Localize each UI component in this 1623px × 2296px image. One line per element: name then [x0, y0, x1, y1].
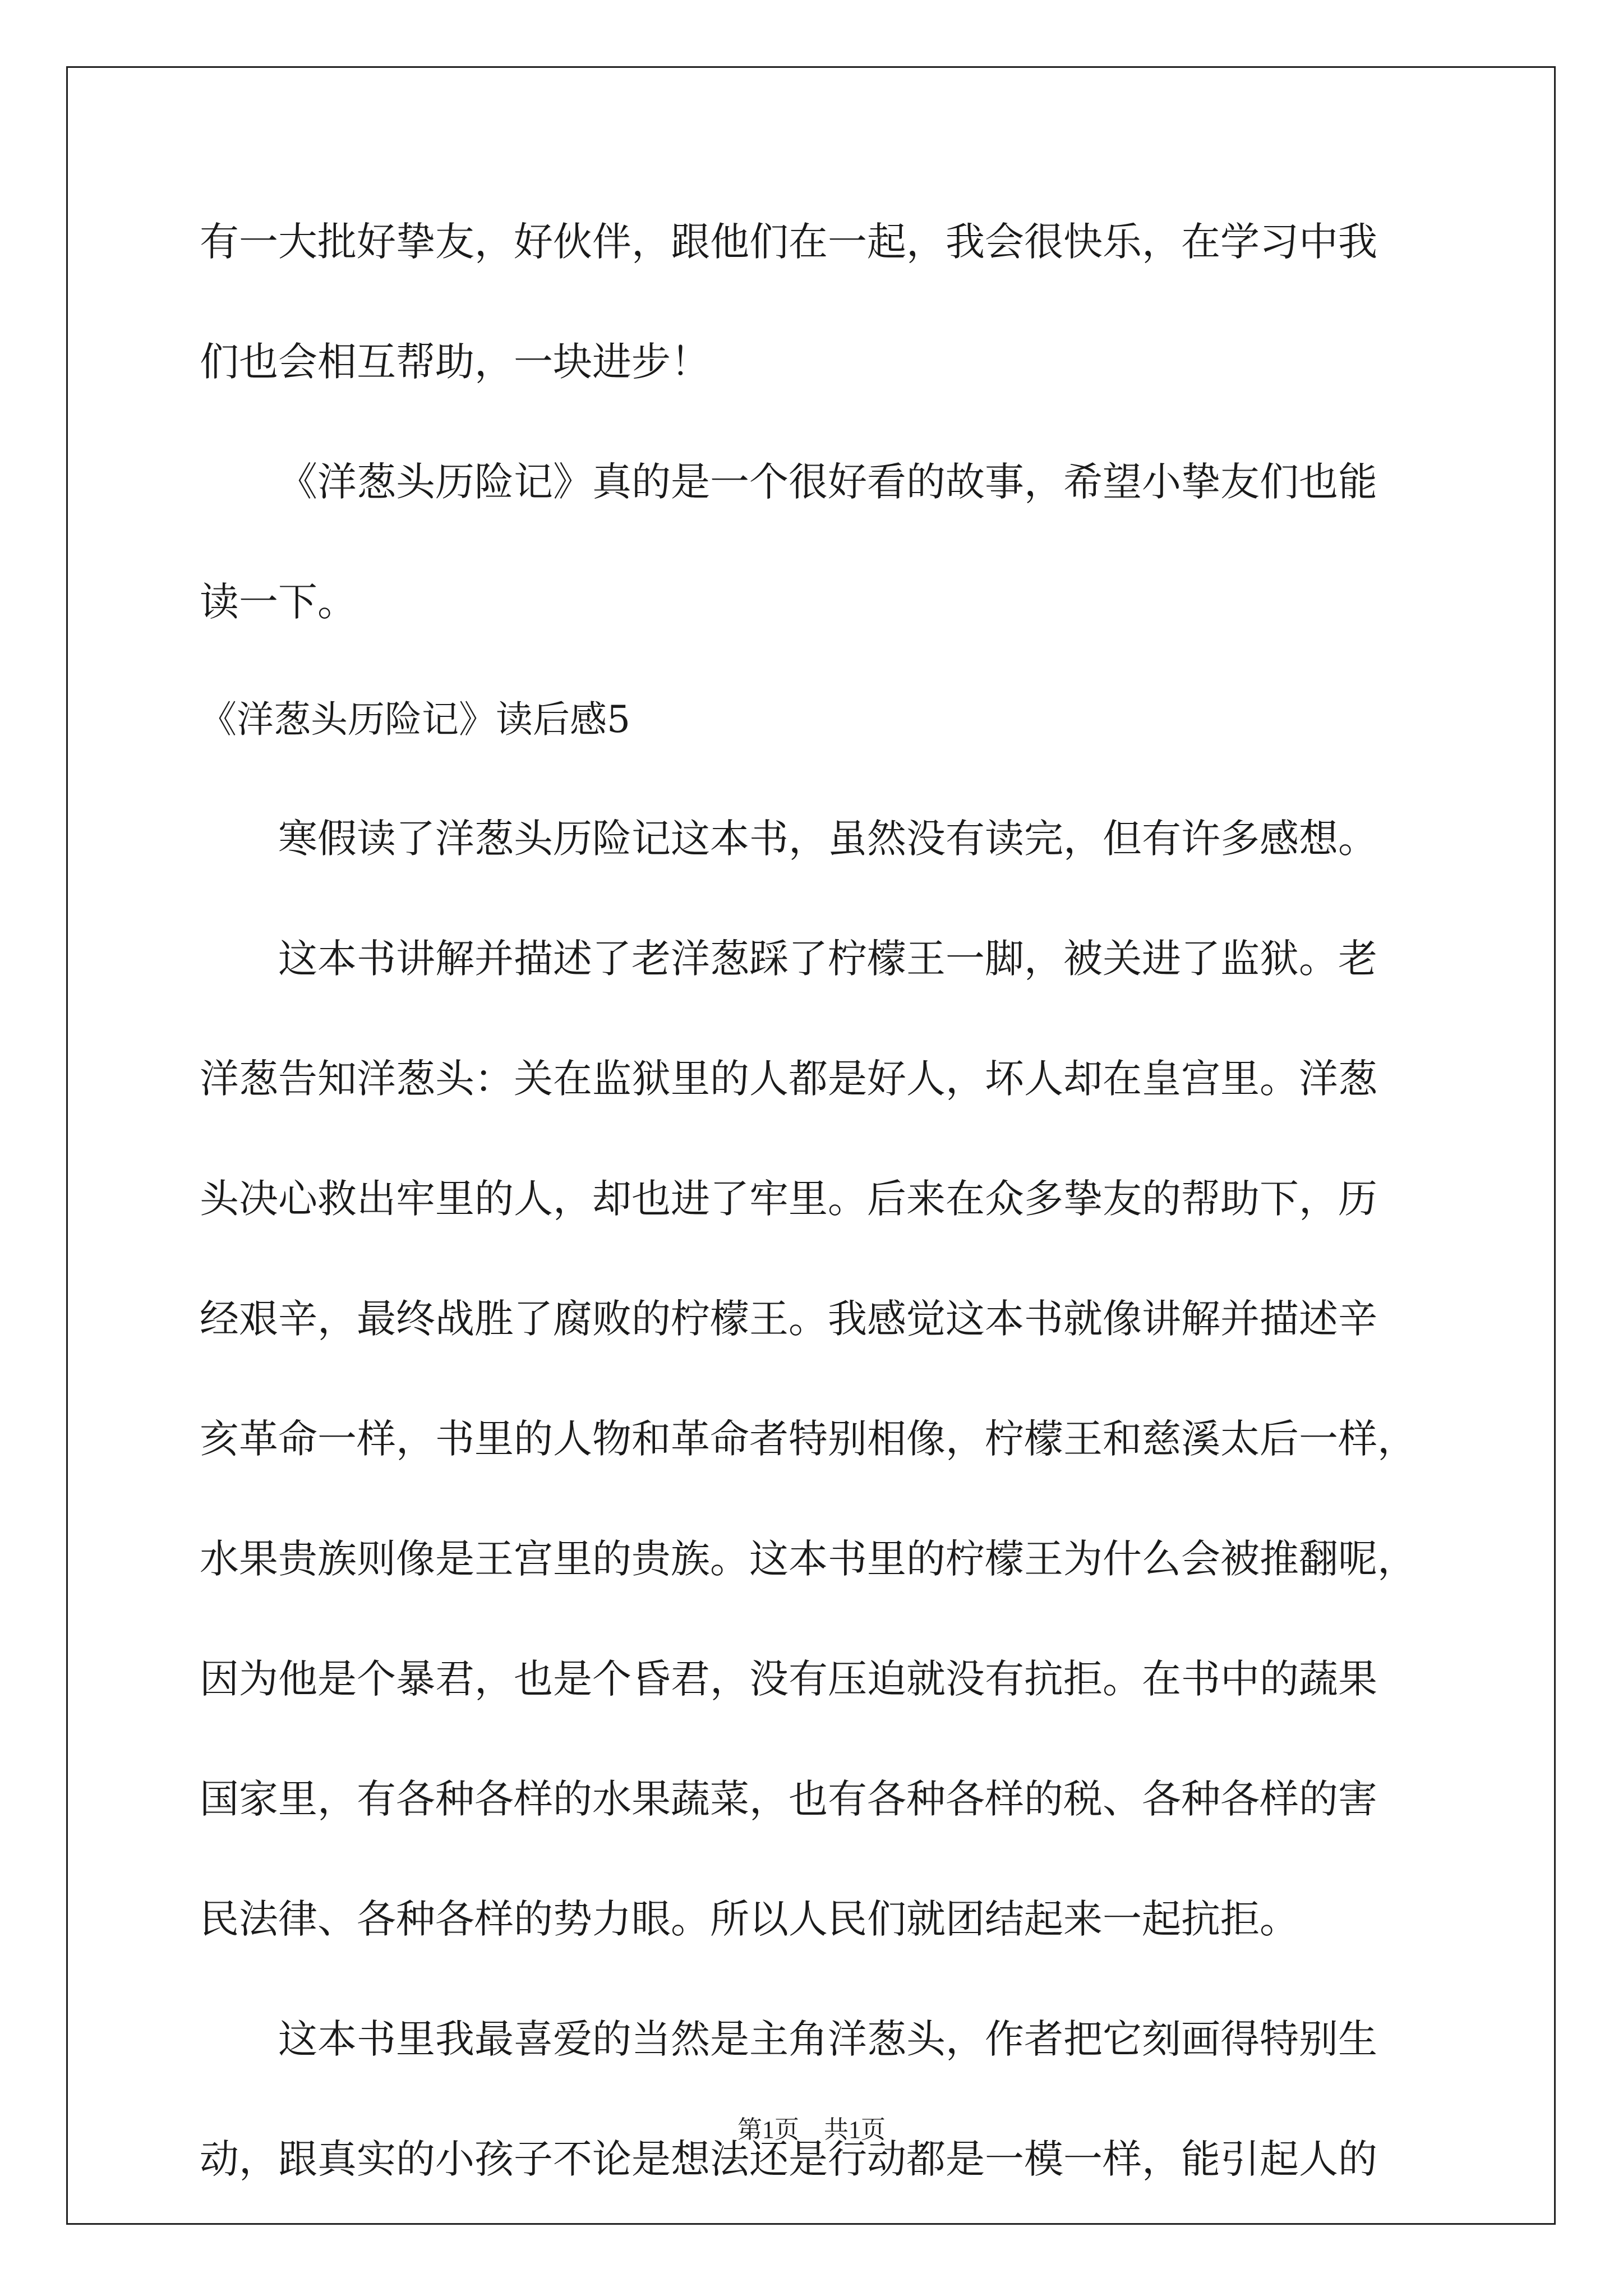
text-line: 有一大批好挚友，好伙伴，跟他们在一起，我会很快乐，在学习中我	[200, 219, 1377, 265]
text-line: 洋葱告知洋葱头：关在监狱里的人都是好人，坏人却在皇宫里。洋葱	[200, 1056, 1377, 1102]
text-line: 经艰辛，最终战胜了腐败的柠檬王。我感觉这本书就像讲解并描述辛	[200, 1296, 1377, 1342]
text-line: 寒假读了洋葱头历险记这本书，虽然没有读完，但有许多感想。	[278, 816, 1377, 862]
paragraph	[200, 936, 1431, 1942]
document-body	[200, 219, 1431, 2182]
text-line: 《洋葱头历险记》真的是一个很好看的故事，希望小挚友们也能	[278, 459, 1377, 505]
text-line: 动，跟真实的小孩子不论是想法还是行动都是一模一样，能引起人的	[200, 2136, 1377, 2182]
page-footer: 第1页 共1页	[737, 2116, 886, 2143]
paragraph	[200, 459, 1431, 625]
text-line: 们也会相互帮助，一块进步！	[200, 339, 710, 385]
text-line: 头决心救出牢里的人，却也进了牢里。后来在众多挚友的帮助下，历	[200, 1176, 1377, 1222]
text-line: 这本书里我最喜爱的当然是主角洋葱头，作者把它刻画得特别生	[278, 2016, 1377, 2062]
text-line: 读一下。	[200, 579, 357, 625]
text-line: 国家里，有各种各样的水果蔬菜，也有各种各样的税、各种各样的害	[200, 1776, 1377, 1822]
paragraph	[200, 816, 1431, 862]
text-line: 水果贵族则像是王宫里的贵族。这本书里的柠檬王为什么会被推翻呢，	[200, 1536, 1417, 1582]
text-line: 民法律、各种各样的势力眼。所以人民们就团结起来一起抗拒。	[200, 1896, 1299, 1942]
section-heading: 《洋葱头历险记》读后感5	[200, 698, 630, 741]
text-line: 因为他是个暴君，也是个昏君，没有压迫就没有抗拒。在书中的蔬果	[200, 1656, 1377, 1702]
paragraph	[200, 2016, 1431, 2182]
text-line: 亥革命一样，书里的人物和革命者特别相像，柠檬王和慈溪太后一样，	[200, 1416, 1417, 1462]
paragraph	[200, 219, 1431, 385]
text-line: 这本书讲解并描述了老洋葱踩了柠檬王一脚，被关进了监狱。老	[278, 936, 1377, 982]
